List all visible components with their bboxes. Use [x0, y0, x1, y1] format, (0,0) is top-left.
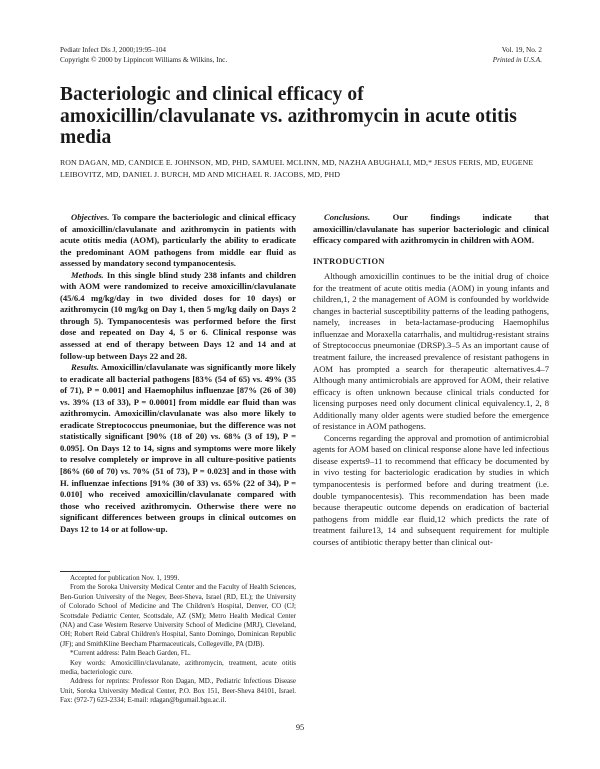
footnotes	[60, 574, 296, 706]
intro-paragraph-2: Concerns regarding the approval and promotion of antimicrobial agents for AOM based on clinical response alone have led infectious disease experts9–11 to recommend that efficacy be documented by in vivo testing for bacteriologic eradication by studies in which tympanocentesis is performed before and during treatment (i.e. double tympanocentesis). This recommendation has been made because therapeutic outcome depends on eradication of bacterial pathogens from middle ear fluid,12 which predicts the rate of treatment failure13, 14 and subsequent requirement for multiple courses of antibiotic therapy better than clinical out-	[313, 432, 549, 547]
abstract-methods	[60, 270, 296, 362]
abstract-results	[60, 362, 296, 535]
running-header-left	[60, 46, 227, 65]
abstract-left-column	[60, 212, 296, 535]
page-number: 95	[295, 723, 305, 732]
introduction-body	[313, 271, 549, 548]
running-header-right	[493, 46, 542, 65]
introduction-heading: INTRODUCTION	[313, 256, 385, 266]
results-label: Results.	[71, 362, 99, 373]
article-title: Bacteriologic and clinical efficacy of amoxicillin/clavulanate vs. azithromycin in acute otitis media	[60, 84, 517, 148]
abstract-objectives	[60, 212, 296, 270]
author-list: RON DAGAN, MD, CANDICE E. JOHNSON, MD, PHD, SAMUEL MCLINN, MD, NAZHA ABUGHALI, MD,* JESUS FERIS, MD, EUGENE LEIBOVITZ, MD, DANIEL J. BURCH, MD AND MICHAEL R. JACOBS, MD, PHD	[60, 158, 534, 179]
footnote-accepted: Accepted for publication Nov. 1, 1999.	[70, 574, 180, 582]
footnote-keywords: Key words: Amoxicillin/clavulanate, azithromycin, treatment, acute otitis media, bacteriologic cure.	[60, 658, 296, 677]
copyright-line: Copyright © 2000 by Lippincott Williams & Wilkins, Inc.	[60, 55, 228, 64]
objectives-text: To compare the bacteriologic and clinical efficacy of amoxicillin/clavulanate and azithromycin in patients with acute otitis media (AOM), particularly the ability to eradicate the predominant AOM pathogens from middle ear fluid as assessed by mandatory second tympanocentesis.	[60, 212, 296, 269]
journal-citation: Pediatr Infect Dis J, 2000;19:95–104	[60, 46, 167, 54]
abstract-conclusions	[313, 212, 549, 247]
footnote-reprints: Address for reprints: Professor Ron Dagan, MD., Pediatric Infectious Disease Unit, Soroka University Medical Center, P.O. Box 151, Beer-Sheva 84101, Israel. Fax: (972-7) 623-2334; E-mail: rdagan@bgumail.bgu.ac.il.	[60, 677, 296, 705]
methods-text: In this single blind study 238 infants and children with AOM were randomized to receive amoxicillin/clavulanate (45/6.4 mg/kg/day in two divided doses for 10 days) or azithromycin (10 mg/kg on Day 1, then 5 mg/kg daily on Days 2 through 5). Tympanocentesis was performed before the first dose and repeated on Day 4, 5 or 6. Clinical response was assessed at end of therapy between Days 12 and 14 and at follow-up between Days 22 and 28.	[60, 269, 296, 361]
footnote-affiliations: From the Soroka University Medical Center and the Faculty of Health Sciences, Ben-Gurion University of the Negev, Beer-Sheva, Israel (RD, EL); the University of Colorado School of Medicine and The Children's Hospital, Denver, CO (CJ; Scottsdale Pediatric Center, Scottsdale, AZ (SM); Metro Health Medical Center (NA) and Case Western Reserve University School of Medicine (MRJ), Cleveland, OH; Robert Reid Cabral Children's Hospital, Santo Domingo, Dominican Republic (JF); and SmithKline Beecham Pharmaceuticals, Collegeville, PA (DJB).	[60, 583, 296, 648]
printed-in: Printed in U.S.A.	[492, 55, 542, 64]
conclusions-label: Conclusions.	[324, 212, 371, 222]
abstract-continued	[313, 212, 549, 247]
conclusions-text: Our findings indicate that amoxicillin/clavulanate has superior bacteriologic and clinical efficacy compared with azithromycin in children with AOM.	[313, 212, 549, 246]
methods-label: Methods.	[71, 269, 104, 280]
intro-paragraph-1: Although amoxicillin continues to be the initial drug of choice for the treatment of acute otitis media (AOM) in young infants and children,1, 2 the management of AOM is confounded by worldwide changes in bacterial susceptibility patterns of the leading pathogens, namely, increases in beta-lactamase-producing Haemophilus influenzae and Moraxella catarrhalis, and multidrug-resistant strains of Streptococcus pneumoniae (DRSP).3–5 As an important cause of treatment failure, the increased prevalence of resistant pathogens in AOM has prompted a search for therapeutic alternatives.4–7 Although many antimicrobials are approved for AOM, their relative efficacy is often unknown because clinical trials conducted for licensing purposes need only document clinical equivalency.1, 2, 8 Additionally many older agents were studied before the emergence of resistance in AOM pathogens.	[313, 271, 549, 432]
volume-issue: Vol. 19, No. 2	[501, 46, 542, 54]
results-text: Amoxicillin/clavulanate was significantly more likely to eradicate all bacterial pathogens [83% (54 of 65) vs. 49% (35 of 71), P = 0.001] and Haemophilus influenzae [87% (26 of 30) vs. 39% (13 of 33), P = 0.0001] from middle ear fluid than was azithromycin. Amoxicillin/clavulanate was also more likely to eradicate Streptococcus pneumoniae, but the difference was not statistically significant [90% (18 of 20) vs. 68% (3 of 19), P = 0.095]. On Days 12 to 14, signs and symptoms were more likely to resolve completely or improve in all culture-positive patients [86% (60 of 70) vs. 70% (51 of 73), P = 0.023] and in those with H. influenzae infections [91% (30 of 33) vs. 65% (22 of 34), P = 0.010] who received amoxicillin/clavulanate compared with those who received azithromycin. Otherwise there were no significant differences between groups in clinical outcomes on Days 12 to 14 or at follow-up.	[60, 362, 296, 534]
footnote-rule	[60, 571, 110, 572]
footnote-current-address: *Current address: Palm Beach Garden, FL.	[70, 649, 191, 658]
right-column	[313, 212, 549, 548]
objectives-label: Objectives.	[71, 212, 110, 222]
